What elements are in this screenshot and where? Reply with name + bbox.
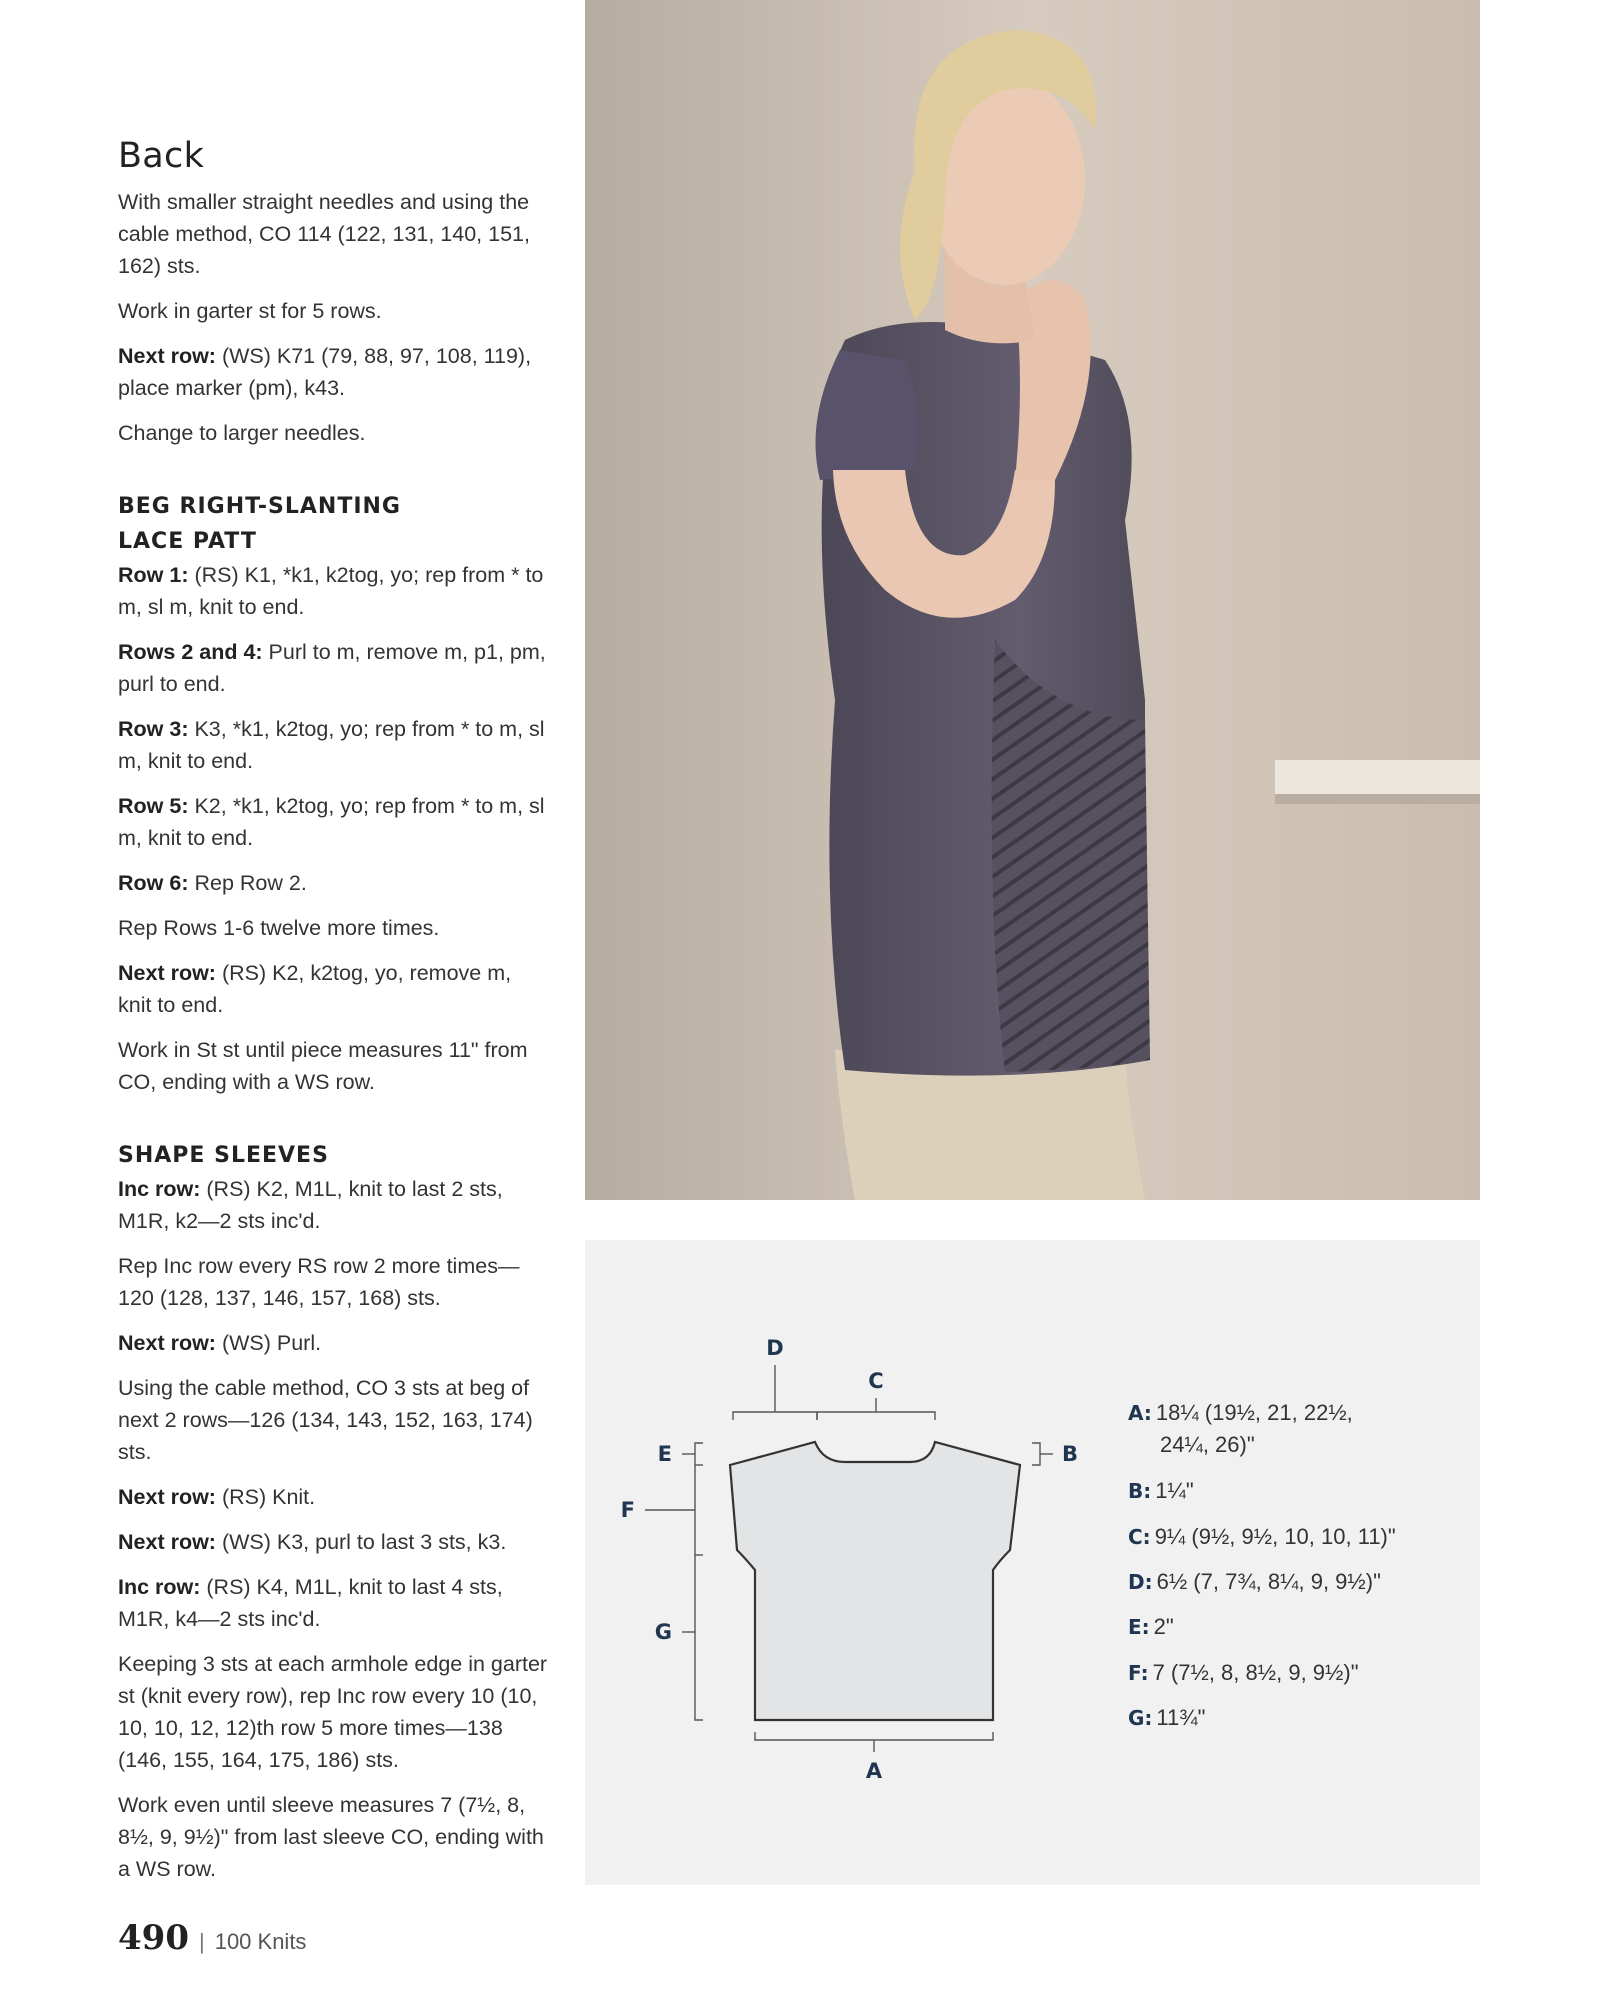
row-text: (RS) K4, M1L, knit to last 4 sts, M1R, k4—2 sts inc'd. xyxy=(118,1575,503,1631)
row-text: (WS) K3, purl to last 3 sts, k3. xyxy=(215,1530,507,1554)
measure-f-key: F: xyxy=(1128,1661,1149,1685)
row-text: (WS) Purl. xyxy=(215,1331,322,1355)
measure-c-val: 9¼ (9½, 9½, 10, 10, 11)" xyxy=(1154,1524,1396,1549)
sleeve-next-row-2 xyxy=(118,1481,548,1513)
page-footer xyxy=(118,1918,306,1958)
chair-rail-shadow xyxy=(1275,794,1480,804)
measure-e xyxy=(1128,1614,1174,1639)
lace-row-1 xyxy=(118,559,548,623)
dimension-left xyxy=(645,1443,703,1720)
schematic-panel xyxy=(585,1240,1480,1885)
dimension-a xyxy=(755,1732,993,1752)
garment-outline xyxy=(730,1442,1020,1720)
sleeve-next-row-3 xyxy=(118,1526,548,1558)
label-d: D xyxy=(766,1336,784,1360)
measure-f xyxy=(1128,1660,1359,1685)
row-text: Rep Row 2. xyxy=(188,871,307,895)
instruction-cast-on: With smaller straight needles and using the cable method, CO 114 (122, 131, 140, 151, 162) sts. xyxy=(118,190,530,278)
section-heading-sleeves: SHAPE SLEEVES xyxy=(118,1143,329,1168)
lace-rows-2-4 xyxy=(118,636,548,700)
row-text: (RS) K1, *k1, k2tog, yo; rep from * to m, sl m, knit to end. xyxy=(118,563,544,619)
instruction-garter: Work in garter st for 5 rows. xyxy=(118,299,382,323)
measure-c-key: C: xyxy=(1128,1525,1151,1549)
chair-rail xyxy=(1275,760,1480,794)
row-text: K2, *k1, k2tog, yo; rep from * to m, sl m, knit to end. xyxy=(118,794,545,850)
row-label: Row 1: xyxy=(118,563,189,587)
row-text: (RS) K2, k2tog, yo, remove m, knit to end. xyxy=(118,961,512,1017)
measure-b xyxy=(1128,1478,1194,1503)
sleeve-next-row-1 xyxy=(118,1327,548,1359)
measure-g-val: 11¾" xyxy=(1156,1705,1206,1730)
page-number: 490 xyxy=(118,1918,189,1958)
row-label: Rows 2 and 4: xyxy=(118,640,263,664)
lace-row-3 xyxy=(118,713,548,777)
lace-work-even: Work in St st until piece measures 11" from CO, ending with a WS row. xyxy=(118,1038,528,1094)
sleeve-keeping: Keeping 3 sts at each armhole edge in garter st (knit every row), rep Inc row every 10 (10, 10, 10, 12, 12)th row 5 more times—138 (146, 155, 164, 175, 186) sts. xyxy=(118,1652,548,1772)
row-label: Next row: xyxy=(118,1485,216,1509)
row-text: K3, *k1, k2tog, yo; rep from * to m, sl m, knit to end. xyxy=(118,717,545,773)
measure-a-line1: 18¼ (19½, 21, 22½, xyxy=(1155,1400,1353,1425)
lace-row-5 xyxy=(118,790,548,854)
row-label: Inc row: xyxy=(118,1575,201,1599)
model-photo xyxy=(585,0,1480,1200)
measure-b-key: B: xyxy=(1128,1479,1152,1503)
row-label: Next row: xyxy=(118,1530,216,1554)
label-b: B xyxy=(1062,1442,1079,1466)
sleeve-inc-row-2 xyxy=(118,1571,548,1635)
row-text: (RS) K2, M1L, knit to last 2 sts, M1R, k2—2 sts inc'd. xyxy=(118,1177,503,1233)
measure-d-val: 6½ (7, 7¾, 8¼, 9, 9½)" xyxy=(1156,1569,1381,1594)
dimension-c xyxy=(817,1398,935,1420)
sleeve-repeat-inc: Rep Inc row every RS row 2 more times—120 (128, 137, 146, 157, 168) sts. xyxy=(118,1254,520,1310)
row-text: Purl to m, remove m, p1, pm, purl to end. xyxy=(118,640,546,696)
footer-separator: | xyxy=(198,1929,205,1954)
measure-d-key: D: xyxy=(1128,1570,1153,1594)
heading-line-1: BEG RIGHT-SLANTING xyxy=(118,494,401,519)
dimension-d xyxy=(733,1365,817,1420)
measure-g-key: G: xyxy=(1128,1706,1153,1730)
label-c: C xyxy=(868,1369,884,1393)
measure-c xyxy=(1128,1524,1396,1549)
measure-a-line2: 24¼, 26)" xyxy=(1160,1432,1255,1457)
measure-b-val: 1¼" xyxy=(1155,1478,1194,1503)
book-title: 100 Knits xyxy=(214,1929,307,1954)
model-photo-illustration xyxy=(585,0,1480,1200)
dimension-b xyxy=(1032,1443,1053,1465)
section-heading-lace xyxy=(118,489,548,559)
row-text: (WS) K71 (79, 88, 97, 108, 119), place marker (pm), k43. xyxy=(118,344,532,400)
section-title-back: Back xyxy=(118,136,205,176)
row-label: Next row: xyxy=(118,1331,216,1355)
row-label: Row 5: xyxy=(118,794,189,818)
measure-g xyxy=(1128,1705,1205,1730)
instruction-next-row xyxy=(118,340,548,404)
measure-a xyxy=(1128,1400,1353,1425)
row-text: (RS) Knit. xyxy=(215,1485,316,1509)
sleeve-work-even: Work even until sleeve measures 7 (7½, 8, 8½, 9, 9½)" from last sleeve CO, ending with a WS row. xyxy=(118,1793,544,1881)
measure-e-val: 2" xyxy=(1153,1614,1174,1639)
sleeve-cable-cast-on: Using the cable method, CO 3 sts at beg of next 2 rows—126 (134, 143, 152, 163, 174) sts. xyxy=(118,1376,533,1464)
heading-line-2: LACE PATT xyxy=(118,529,257,554)
label-g: G xyxy=(654,1620,672,1644)
measure-d xyxy=(1128,1569,1381,1594)
label-e: E xyxy=(657,1442,672,1466)
row-label: Next row: xyxy=(118,344,216,368)
lace-row-6 xyxy=(118,867,548,899)
sleeve-inc-row-1 xyxy=(118,1173,548,1237)
measure-e-key: E: xyxy=(1128,1615,1150,1639)
measurements-legend xyxy=(1128,1400,1396,1730)
label-a: A xyxy=(865,1759,883,1783)
lace-repeat: Rep Rows 1-6 twelve more times. xyxy=(118,916,440,940)
pattern-text-column xyxy=(118,128,548,1898)
row-label: Next row: xyxy=(118,961,216,985)
measure-a-key: A: xyxy=(1128,1401,1152,1425)
row-label: Inc row: xyxy=(118,1177,201,1201)
label-f: F xyxy=(620,1498,635,1522)
row-label: Row 3: xyxy=(118,717,189,741)
sweater-schematic xyxy=(585,1240,1480,1885)
row-label: Row 6: xyxy=(118,871,189,895)
instruction-change-needles: Change to larger needles. xyxy=(118,421,366,445)
lace-next-row xyxy=(118,957,548,1021)
measure-f-val: 7 (7½, 8, 8½, 9, 9½)" xyxy=(1152,1660,1359,1685)
